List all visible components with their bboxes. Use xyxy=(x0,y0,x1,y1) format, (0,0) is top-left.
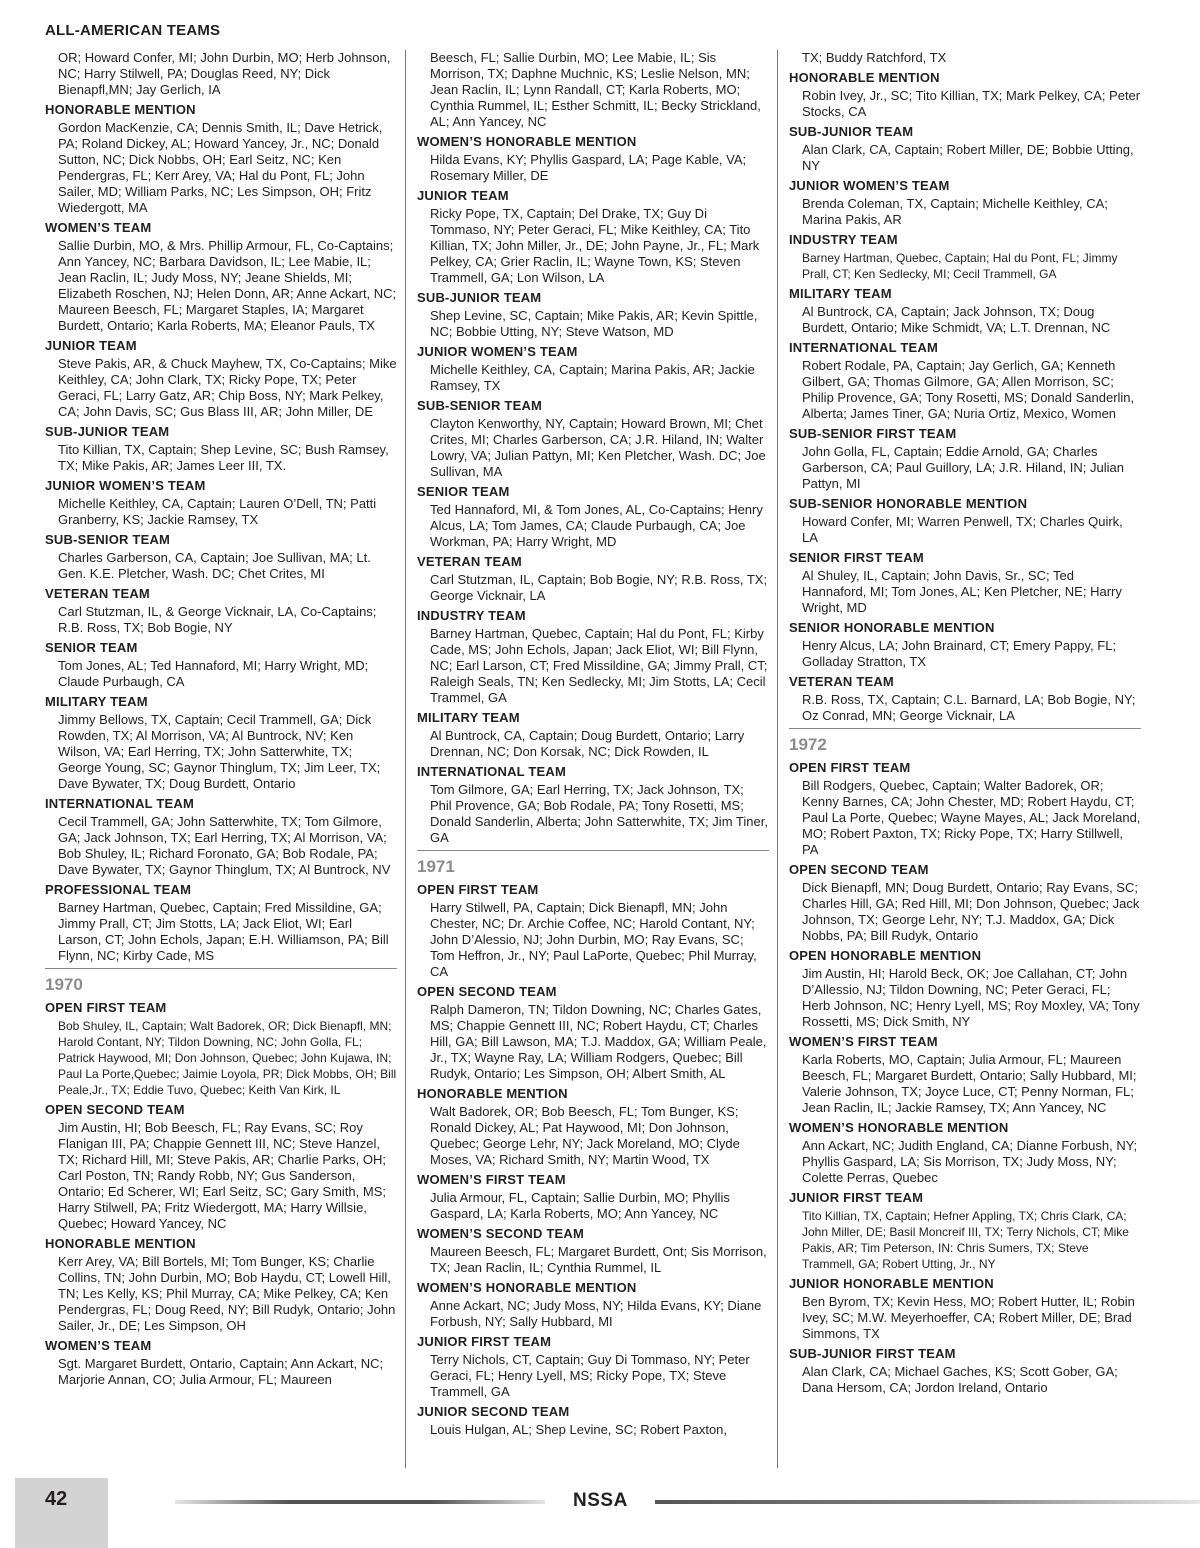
team-heading: WOMEN’S HONORABLE MENTION xyxy=(417,1280,637,1295)
team-heading: INTERNATIONAL TEAM xyxy=(45,796,194,811)
team-heading: JUNIOR HONORABLE MENTION xyxy=(789,1276,994,1291)
team-heading: WOMEN’S FIRST TEAM xyxy=(417,1172,566,1187)
team-members: Robin Ivey, Jr., SC; Tito Killian, TX; Mark Pelkey, CA; Peter Stocks, CA xyxy=(802,88,1141,119)
team-heading: HONORABLE MENTION xyxy=(45,102,196,117)
team-heading: JUNIOR TEAM xyxy=(417,188,509,203)
team-heading: MILITARY TEAM xyxy=(789,286,892,301)
team-members: Sgt. Margaret Burdett, Ontario, Captain; Ann Ackart, NC; Marjorie Annan, CO; Julia Armour, FL; Maureen xyxy=(58,1356,384,1387)
team-heading: VETERAN TEAM xyxy=(417,554,522,569)
year-heading: 1970 xyxy=(45,975,83,994)
team-members: Ann Ackart, NC; Judith England, CA; Dianne Forbush, NY; Phyllis Gaspard, LA; Sis Morrison, TX; Judy Moss, NY; Colette Perras, Quebec xyxy=(802,1138,1138,1185)
team-members: Jim Austin, HI; Harold Beck, OK; Joe Callahan, CT; John D’Allessio, NJ; Tildon Downing, NC; Peter Geraci, FL; Herb Johnson, NC; Henry Lyell, MS; Roy Moxley, VA; Tony Rossetti, MS; Dick Smith, NY xyxy=(802,966,1140,1029)
column-divider xyxy=(405,50,406,1468)
page-title: ALL-AMERICAN TEAMS xyxy=(45,22,221,39)
team-members: Carl Stutzman, IL, Captain; Bob Bogie, NY; R.B. Ross, TX; George Vicknair, LA xyxy=(430,572,768,603)
section-divider xyxy=(417,850,769,851)
team-heading: SUB-SENIOR TEAM xyxy=(45,532,171,547)
team-members: Carl Stutzman, IL, & George Vicknair, LA, Co-Captains; R.B. Ross, TX; Bob Bogie, NY xyxy=(58,604,377,635)
team-heading: OPEN FIRST TEAM xyxy=(45,1000,167,1015)
section-divider xyxy=(789,728,1141,729)
team-members: Henry Alcus, LA; John Brainard, CT; Emery Pappy, FL; Golladay Stratton, TX xyxy=(802,638,1117,669)
team-members: Jimmy Bellows, TX, Captain; Cecil Trammell, GA; Dick Rowden, TX; Al Morrison, VA; Al Buntrock, NV; Ken Wilson, VA; Earl Herring, TX; John Satterwhite, TX; George Young, SC; Gaynor Thinglum, TX; Jim Leer, TX; Dave Bywater, TX; Doug Burdett, Ontario xyxy=(58,712,381,791)
team-members: Beesch, FL; Sallie Durbin, MO; Lee Mabie, IL; Sis Morrison, TX; Daphne Muchnic, KS; Leslie Nelson, MN; Jean Raclin, IL; Lynn Randall, CT; Karla Roberts, MO; Cynthia Rummel, IL; Esther Schmitt, IL; Becky Strickland, AL; Ann Yancey, NC xyxy=(430,50,761,129)
team-heading: SUB-SENIOR FIRST TEAM xyxy=(789,426,957,441)
team-heading: SUB-JUNIOR TEAM xyxy=(417,290,542,305)
team-heading: OPEN FIRST TEAM xyxy=(789,760,911,775)
team-members: Dick Bienapfl, MN; Doug Burdett, Ontario; Ray Evans, SC; Charles Hill, GA; Red Hill, MI; Don Johnson, Quebec; Jack Johnson, TX; George Lehr, NY; T.J. Maddox, GA; Dick Nobbs, PA; Bill Rudyk, Ontario xyxy=(802,880,1140,943)
team-heading: JUNIOR FIRST TEAM xyxy=(789,1190,924,1205)
team-heading: SENIOR HONORABLE MENTION xyxy=(789,620,995,635)
team-heading: MILITARY TEAM xyxy=(417,710,520,725)
team-heading: HONORABLE MENTION xyxy=(45,1236,196,1251)
team-members: Gordon MacKenzie, CA; Dennis Smith, IL; Dave Hetrick, PA; Roland Dickey, AL; Howard Yancey, Jr., NC; Donald Sutton, NC; Dick Nobbs, OH; Earl Seitz, NC; Ken Pendergras, FL; Kerr Arey, VA; Hal du Pont, FL; John Sailer, MD; William Parks, NC; Les Simpson, OH; Fritz Wiedergott, MA xyxy=(58,120,383,215)
team-members: Ben Byrom, TX; Kevin Hess, MO; Robert Hutter, IL; Robin Ivey, SC; M.W. Meyerhoeffer, CA; Robert Miller, DE; Brad Simmons, TX xyxy=(802,1294,1135,1341)
team-members: R.B. Ross, TX, Captain; C.L. Barnard, LA; Bob Bogie, NY; Oz Conrad, MN; George Vicknair, LA xyxy=(802,692,1136,723)
team-heading: OPEN FIRST TEAM xyxy=(417,882,539,897)
team-members: Hilda Evans, KY; Phyllis Gaspard, LA; Page Kable, VA; Rosemary Miller, DE xyxy=(430,152,747,183)
team-members: Robert Rodale, PA, Captain; Jay Gerlich, GA; Kenneth Gilbert, GA; Thomas Gilmore, GA; Allen Morrison, SC; Philip Provence, GA; Tony Rosetti, MS; Donald Sanderlin, Alberta; James Tiner, GA; Nuria Ortiz, Mexico, Women xyxy=(802,358,1135,421)
footer-rule xyxy=(175,1500,545,1504)
column-3 xyxy=(789,50,1141,1398)
team-members: Brenda Coleman, TX, Captain; Michelle Keithley, CA; Marina Pakis, AR xyxy=(802,196,1108,227)
team-members: Al Shuley, IL, Captain; John Davis, Sr., SC; Ted Hannaford, MI; Tom Jones, AL; Ken Pletcher, NE; Harry Wright, MD xyxy=(802,568,1122,615)
team-heading: HONORABLE MENTION xyxy=(789,70,940,85)
team-members: Terry Nichols, CT, Captain; Guy Di Tommaso, NY; Peter Geraci, FL; Henry Lyell, MS; Ricky Pope, TX; Steve Trammell, GA xyxy=(430,1352,750,1399)
team-heading: JUNIOR WOMEN’S TEAM xyxy=(789,178,950,193)
team-heading: JUNIOR FIRST TEAM xyxy=(417,1334,552,1349)
page-number: 42 xyxy=(45,1488,68,1510)
column-1 xyxy=(45,50,397,1390)
team-members: Louis Hulgan, AL; Shep Levine, SC; Robert Paxton, xyxy=(430,1422,728,1437)
team-members: Clayton Kenworthy, NY, Captain; Howard Brown, MI; Chet Crites, MI; Charles Garberson, CA; J.R. Hiland, IN; Walter Lowry, VA; Julian Pattyn, MI; Ken Pletcher, Wash. DC; Joe Sullivan, MA xyxy=(430,416,766,479)
team-members: Harry Stilwell, PA, Captain; Dick Bienapfl, MN; John Chester, NC; Dr. Archie Coffee, NC; Harold Contant, NY; John D’Alessio, NJ; John Durbin, MO; Ray Evans, SC; Tom Heffron, Jr., NY; Paul LaPorte, Quebec; Phil Murray, CA xyxy=(430,900,757,979)
column-divider xyxy=(777,50,778,1468)
team-members: Ted Hannaford, MI, & Tom Jones, AL, Co-Captains; Henry Alcus, LA; Tom James, CA; Claude Purbaugh, CA; Joe Workman, PA; Harry Wright, MD xyxy=(430,502,763,549)
team-members: Howard Confer, MI; Warren Penwell, TX; Charles Quirk, LA xyxy=(802,514,1123,545)
team-heading: SENIOR TEAM xyxy=(45,640,138,655)
team-heading: SUB-JUNIOR FIRST TEAM xyxy=(789,1346,956,1361)
team-members: Al Buntrock, CA, Captain; Jack Johnson, TX; Doug Burdett, Ontario; Mike Schmidt, VA; L.T. Drennan, NC xyxy=(802,304,1111,335)
team-heading: JUNIOR WOMEN’S TEAM xyxy=(45,478,206,493)
team-heading: SUB-SENIOR HONORABLE MENTION xyxy=(789,496,1028,511)
team-members: Charles Garberson, CA, Captain; Joe Sullivan, MA; Lt. Gen. K.E. Pletcher, Wash. DC; Chet Crites, MI xyxy=(58,550,371,581)
team-heading: WOMEN’S FIRST TEAM xyxy=(789,1034,938,1049)
team-heading: INTERNATIONAL TEAM xyxy=(417,764,566,779)
year-heading: 1971 xyxy=(417,857,455,876)
team-members: Karla Roberts, MO, Captain; Julia Armour, FL; Maureen Beesch, FL; Margaret Burdett, Ontario; Sally Hubbard, MI; Valerie Johnson, TX; Joyce Luce, CT; Penny Norman, FL; Jean Raclin, IL; Jackie Ramsey, TX; Ann Yancey, NC xyxy=(802,1052,1137,1115)
team-heading: SENIOR FIRST TEAM xyxy=(789,550,924,565)
team-members: Kerr Arey, VA; Bill Bortels, MI; Tom Bunger, KS; Charlie Collins, TN; John Durbin, MO; Bob Haydu, CT; Lowell Hill, TN; Les Kelly, KS; Phil Murray, CA; Mike Pelkey, CA; Ken Pendergras, FL; Doug Reed, NY; Bill Rudyk, Ontario; John Sailer, Jr., DE; Les Simpson, OH xyxy=(58,1254,396,1333)
team-members: Ralph Dameron, TN; Tildon Downing, NC; Charles Gates, MS; Chappie Gennett III, NC; Robert Haydu, CT; Charles Hill, GA; Bill Lawson, MA; T.J. Maddox, GA; William Peale, Jr., TX; Wayne Ray, LA; William Rodgers, Quebec; Bill Rudyk, Ontario; Les Simpson, OH; Albert Smith, AL xyxy=(430,1002,767,1081)
year-section xyxy=(45,968,397,996)
team-heading: OPEN HONORABLE MENTION xyxy=(789,948,982,963)
team-heading: JUNIOR WOMEN’S TEAM xyxy=(417,344,578,359)
team-members: OR; Howard Confer, MI; John Durbin, MO; Herb Johnson, NC; Harry Stilwell, PA; Douglas Reed, NY; Dick Bienapfl,MN; Jay Gerlich, IA xyxy=(58,50,391,97)
team-heading: PROFESSIONAL TEAM xyxy=(45,882,192,897)
team-heading: WOMEN’S TEAM xyxy=(45,1338,152,1353)
team-members: John Golla, FL, Captain; Eddie Arnold, GA; Charles Garberson, CA; Paul Guillory, LA; J.R. Hiland, IN; Julian Pattyn, MI xyxy=(802,444,1124,491)
section-divider xyxy=(45,968,397,969)
year-heading: 1972 xyxy=(789,735,827,754)
team-heading: SUB-JUNIOR TEAM xyxy=(789,124,914,139)
team-members: Walt Badorek, OR; Bob Beesch, FL; Tom Bunger, KS; Ronald Dickey, AL; Pat Haywood, MI; Don Johnson, Quebec; George Lehr, NY; Jack Moreland, MO; Clyde Moses, VA; Richard Smith, NY; Martin Wood, TX xyxy=(430,1104,740,1167)
team-heading: OPEN SECOND TEAM xyxy=(417,984,557,999)
team-members: TX; Buddy Ratchford, TX xyxy=(802,50,947,65)
team-members: Tito Killian, TX, Captain; Hefner Appling, TX; Chris Clark, CA; John Miller, DE; Basil Moncreif III, TX; Terry Nichols, CT; Mike Pakis, AR; Tim Peterson, IN: Chris Sumers, TX; Steve Trammell, GA; Robert Utting, Jr., NY xyxy=(802,1209,1129,1271)
team-heading: OPEN SECOND TEAM xyxy=(45,1102,185,1117)
team-heading: SENIOR TEAM xyxy=(417,484,510,499)
team-heading: SUB-JUNIOR TEAM xyxy=(45,424,170,439)
team-heading: WOMEN’S HONORABLE MENTION xyxy=(417,134,637,149)
team-heading: WOMEN’S HONORABLE MENTION xyxy=(789,1120,1009,1135)
team-members: Barney Hartman, Quebec, Captain; Fred Missildine, GA; Jimmy Prall, CT; Jim Stotts, LA; Jack Eliot, WI; Earl Larson, CT; John Echols, Japan; E.H. Williamson, PA; Bill Flynn, NC; Kirby Cade, MS xyxy=(58,900,389,963)
team-heading: INTERNATIONAL TEAM xyxy=(789,340,938,355)
team-members: Tito Killian, TX, Captain; Shep Levine, SC; Bush Ramsey, TX; Mike Pakis, AR; James Leer III, TX. xyxy=(58,442,389,473)
team-members: Michelle Keithley, CA, Captain; Marina Pakis, AR; Jackie Ramsey, TX xyxy=(430,362,755,393)
team-heading: WOMEN’S TEAM xyxy=(45,220,152,235)
team-members: Cecil Trammell, GA; John Satterwhite, TX; Tom Gilmore, GA; Jack Johnson, TX; Earl Herring, TX; Al Morrison, VA; Bob Shuley, IL; Richard Foronato, GA; Bob Rodale, PA; Dave Bywater, TX; Gaynor Thinglum, TX; Al Buntrock, NV xyxy=(58,814,391,877)
team-heading: VETERAN TEAM xyxy=(789,674,894,689)
team-heading: MILITARY TEAM xyxy=(45,694,148,709)
team-heading: VETERAN TEAM xyxy=(45,586,150,601)
team-members: Ricky Pope, TX, Captain; Del Drake, TX; Guy Di Tommaso, NY; Peter Geraci, FL; Mike Keithley, CA; Tito Killian, TX; John Miller, Jr., DE; John Payne, Jr., FL; Mark Pelkey, CA; Grier Raclin, IL; Wayne Town, KS; Steven Trammell, GA; Lon Wilson, LA xyxy=(430,206,760,285)
team-members: Michelle Keithley, CA, Captain; Lauren O’Dell, TN; Patti Granberry, KS; Jackie Ramsey, TX xyxy=(58,496,377,527)
team-members: Al Buntrock, CA, Captain; Doug Burdett, Ontario; Larry Drennan, NC; Don Korsak, NC; Dick Rowden, IL xyxy=(430,728,745,759)
team-members: Barney Hartman, Quebec, Captain; Hal du Pont, FL; Jimmy Prall, CT; Ken Sedlecky, MI; Cecil Trammell, GA xyxy=(802,251,1118,281)
team-members: Steve Pakis, AR, & Chuck Mayhew, TX, Co-Captains; Mike Keithley, CA; John Clark, TX; Ricky Pope, TX; Peter Geraci, FL; Larry Gatz, AR; Chip Boss, NY; Mark Pelkey, CA; John Davis, SC; Gus Blass III, AR; John Miller, DE xyxy=(58,356,397,419)
team-heading: SUB-SENIOR TEAM xyxy=(417,398,543,413)
team-members: Alan Clark, CA, Captain; Robert Miller, DE; Bobbie Utting, NY xyxy=(802,142,1134,173)
team-members: Tom Jones, AL; Ted Hannaford, MI; Harry Wright, MD; Claude Purbaugh, CA xyxy=(58,658,369,689)
team-members: Barney Hartman, Quebec, Captain; Hal du Pont, FL; Kirby Cade, MS; John Echols, Japan; Jack Eliot, WI; Bill Flynn, NC; Earl Larson, CT; Fred Missildine, GA; Jimmy Prall, CT; Raleigh Seals, TN; Ken Sedlecky, MI; Jim Stotts, LA; Cecil Trammel, GA xyxy=(430,626,768,705)
team-heading: JUNIOR SECOND TEAM xyxy=(417,1404,570,1419)
year-section xyxy=(417,850,769,878)
year-section xyxy=(789,728,1141,756)
team-members: Sallie Durbin, MO, & Mrs. Phillip Armour, FL, Co-Captains; Ann Yancey, NC; Barbara Davidson, IL; Lee Mabie, IL; Jean Raclin, IL; Judy Moss, NY; Jeane Shields, MI; Elizabeth Roschen, NJ; Helen Donn, AR; Anne Ackart, NC; Maureen Beesch, FL; Margaret Staples, IA; Margaret Burdett, Ontario; Karla Roberts, MA; Eleanor Pauls, TX xyxy=(58,238,397,333)
team-members: Jim Austin, HI; Bob Beesch, FL; Ray Evans, SC; Roy Flanigan III, PA; Chappie Gennett III, NC; Steve Hanzel, TX; Richard Hill, MI; Steve Pakis, AR; Charlie Parks, OH; Carl Poston, TN; Randy Robb, NY; Gus Sanderson, Ontario; Ed Scherer, WI; Earl Seitz, SC; Gary Smith, MS; Harry Stilwell, PA; Fritz Wiedergott, MA; Harry Willsie, Quebec; Howard Yancey, NC xyxy=(58,1120,386,1231)
team-heading: JUNIOR TEAM xyxy=(45,338,137,353)
team-members: Anne Ackart, NC; Judy Moss, NY; Hilda Evans, KY; Diane Forbush, NY; Sally Hubbard, MI xyxy=(430,1298,762,1329)
team-members: Bob Shuley, IL, Captain; Walt Badorek, OR; Dick Bienapfl, MN; Harold Contant, NY; Tildon Downing, NC; John Golla, FL; Patrick Haywood, MI; Don Johnson, Quebec; John Kujawa, IN; Paul La Porte,Quebec; Jaimie Loyola, PR; Dick Mobbs, OH; Bill Peale,Jr., TX; Eddie Tuvo, Quebec; Keith Van Kirk, IL xyxy=(58,1019,397,1097)
team-members: Bill Rodgers, Quebec, Captain; Walter Badorek, OR; Kenny Barnes, CA; John Chester, MD; Robert Haydu, CT; Paul La Porte, Quebec; Wayne Mayes, AL; Jack Moreland, MO; Robert Paxton, TX; Ricky Pope, TX; Harry Stillwell, PA xyxy=(802,778,1141,857)
footer-rule xyxy=(655,1500,1200,1504)
team-members: Tom Gilmore, GA; Earl Herring, TX; Jack Johnson, TX; Phil Provence, GA; Bob Rodale, PA; Tony Rosetti, MS; Donald Sanderlin, Alberta; John Satterwhite, TX; Jim Tiner, GA xyxy=(430,782,768,845)
team-heading: HONORABLE MENTION xyxy=(417,1086,568,1101)
team-heading: WOMEN’S SECOND TEAM xyxy=(417,1226,585,1241)
team-members: Julia Armour, FL, Captain; Sallie Durbin, MO; Phyllis Gaspard, LA; Karla Roberts, MO; Ann Yancey, NC xyxy=(430,1190,730,1221)
team-heading: INDUSTRY TEAM xyxy=(789,232,898,247)
team-members: Maureen Beesch, FL; Margaret Burdett, Ont; Sis Morrison, TX; Jean Raclin, IL; Cynthia Rummel, IL xyxy=(430,1244,767,1275)
team-heading: INDUSTRY TEAM xyxy=(417,608,526,623)
footer-brand: NSSA xyxy=(573,1490,628,1511)
column-2 xyxy=(417,50,769,1440)
team-heading: OPEN SECOND TEAM xyxy=(789,862,929,877)
team-members: Alan Clark, CA; Michael Gaches, KS; Scott Gober, GA; Dana Hersom, CA; Jordon Ireland, Ontario xyxy=(802,1364,1118,1395)
team-members: Shep Levine, SC, Captain; Mike Pakis, AR; Kevin Spittle, NC; Bobbie Utting, NY; Steve Watson, MD xyxy=(430,308,758,339)
